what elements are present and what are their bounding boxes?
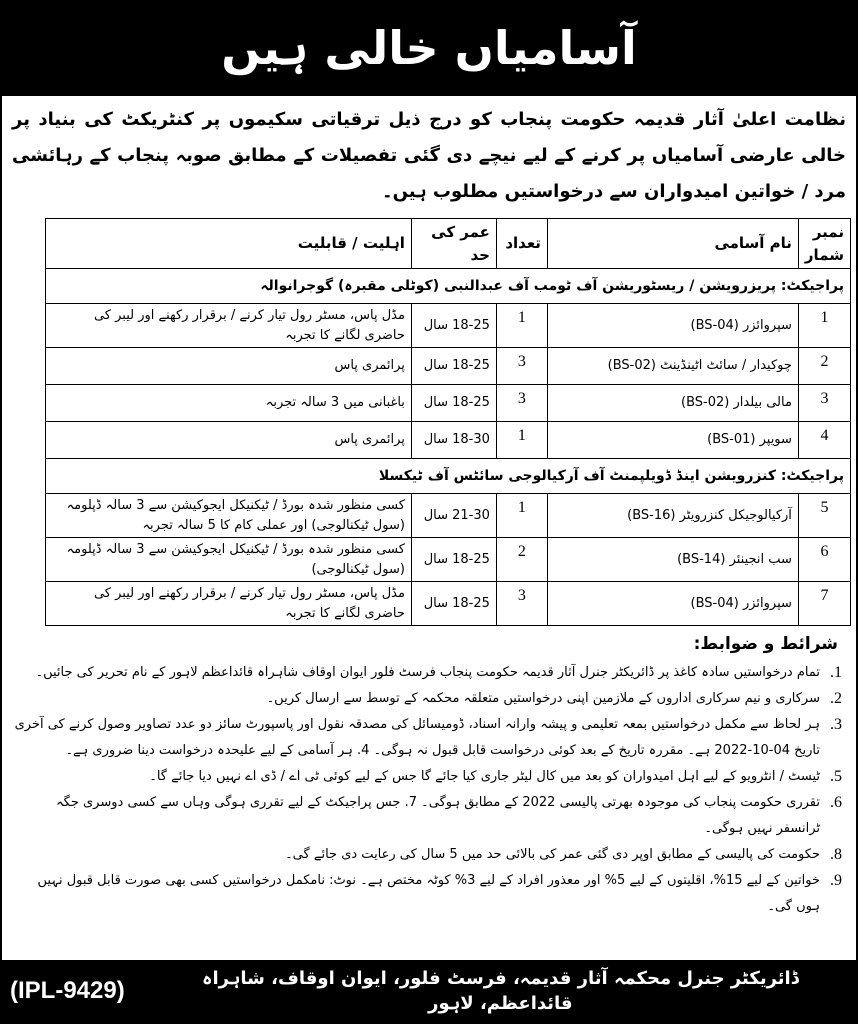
count-cell: 1 bbox=[496, 422, 547, 459]
table-row bbox=[46, 582, 851, 626]
conditions-list bbox=[12, 660, 842, 953]
post-cell: سپروائزر (BS-04) bbox=[547, 582, 798, 626]
condition-item bbox=[12, 660, 842, 686]
condition-item bbox=[12, 764, 842, 790]
post-cell: سپروائزر (BS-04) bbox=[547, 304, 798, 348]
footer-address: ڈائریکٹر جنرل محکمہ آثار قدیمہ، فرسٹ فلور، ایوان اوقاف، شاہراہ قائداعظم، لاہور bbox=[201, 967, 799, 1014]
header-age: عمر کی حد bbox=[411, 219, 496, 269]
count-cell: 3 bbox=[496, 385, 547, 422]
count-cell: 3 bbox=[496, 348, 547, 385]
post-cell: آرکیالوجیکل کنزرویٹر (BS-16) bbox=[547, 494, 798, 538]
serial-cell: 5 bbox=[798, 494, 850, 538]
count-cell: 1 bbox=[496, 494, 547, 538]
condition-item bbox=[12, 712, 842, 764]
table-row bbox=[46, 538, 851, 582]
project-row bbox=[46, 269, 851, 304]
age-cell: 18-25 سال bbox=[411, 538, 496, 582]
post-cell: مالی بیلدار (BS-02) bbox=[547, 385, 798, 422]
header-qualification: اہلیت / قابلیت bbox=[46, 219, 412, 269]
condition-item bbox=[12, 842, 842, 868]
condition-text: حکومت کی پالیسی کے مطابق اوپر دی گئی عمر کی بالائی حد میں 5 سال کی رعایت دی جائے گی۔ bbox=[285, 846, 820, 862]
header-serial: نمبر شمار bbox=[798, 219, 850, 269]
count-cell: 3 bbox=[496, 582, 547, 626]
table-row bbox=[46, 422, 851, 459]
age-cell: 18-25 سال bbox=[411, 304, 496, 348]
post-cell: سب انجینئر (BS-14) bbox=[547, 538, 798, 582]
condition-number: 1. bbox=[830, 663, 842, 681]
project-title: پراجیکٹ: پریزرویشن / ریسٹوریشن آف ٹومب آف عبدالنبی (کوٹلی مقبرہ) گوجرانوالہ bbox=[46, 269, 851, 304]
post-cell: سویپر (BS-01) bbox=[547, 422, 798, 459]
project-row bbox=[46, 459, 851, 494]
condition-item bbox=[12, 686, 842, 712]
table-header-row bbox=[46, 219, 851, 269]
footer-bar bbox=[2, 960, 856, 1022]
condition-item bbox=[12, 868, 842, 920]
serial-cell: 2 bbox=[798, 348, 850, 385]
vacancies-table bbox=[45, 218, 851, 626]
condition-text: خواتین کے لیے 15%، اقلیتوں کے لیے 5% اور معذور افراد کے لیے 3% کوٹہ مختص ہے۔ نوٹ: نامکمل درخواستیں کسی بھی صورت قابل قبول نہیں ہوں گی۔ bbox=[37, 872, 820, 914]
serial-cell: 3 bbox=[798, 385, 850, 422]
qualification-cell: باغبانی میں 3 سالہ تجربہ bbox=[46, 385, 412, 422]
serial-cell: 6 bbox=[798, 538, 850, 582]
condition-number: 6. bbox=[830, 793, 842, 811]
table-row bbox=[46, 348, 851, 385]
count-cell: 2 bbox=[496, 538, 547, 582]
qualification-cell: مڈل پاس، مسٹر رول تیار کرنے / برقرار رکھنے اور لیبر کی حاضری لگانے کا تجربہ bbox=[46, 304, 412, 348]
header-count: تعداد bbox=[496, 219, 547, 269]
condition-text: تمام درخواستیں سادہ کاغذ پر ڈائریکٹر جنرل آثار قدیمہ حکومت پنجاب فرسٹ فلور ایوان اوقاف شاہراہ قائداعظم لاہور کے نام تحریر کی جائیں۔ bbox=[35, 664, 820, 680]
count-cell: 1 bbox=[496, 304, 547, 348]
conditions-heading: شرائط و ضوابط: bbox=[693, 634, 838, 654]
post-cell: چوکیدار / سائٹ اٹینڈینٹ (BS-02) bbox=[547, 348, 798, 385]
qualification-cell: مڈل پاس، مسٹر رول تیار کرنے / برقرار رکھنے اور لیبر کی حاضری لگانے کا تجربہ bbox=[46, 582, 412, 626]
intro-text: نظامت اعلیٰ آثار قدیمہ حکومت پنجاب کو درج ذیل ترقیاتی سکیموں پر کنٹریکٹ کی بنیاد پر خالی عارضی آسامیاں پر کرنے کے لیے نیچے دی گئی تفصیلات کے مطابق صوبہ پنجاب کے رہائشی مرد / خواتین امیدواران سے درخواستیں مطلوب ہیں۔ bbox=[12, 109, 846, 202]
ad-title: آسامیاں خالی ہیں bbox=[2, 2, 856, 96]
condition-text: ہر لحاظ سے مکمل درخواستیں بمعہ تعلیمی و پیشہ وارانہ اسناد، ڈومیسائل کی مصدقہ نقول اور پاسپورٹ سائز دو عدد تصاویر وصول کرنے کی آخری تاریخ 04-10-2022 ہے۔ مقررہ تاریخ کے بعد کوئی درخواست قابل قبول نہ ہوگی۔ 4. ہر آسامی کے لیے علیحدہ درخواست دینا ضروری ہے۔ bbox=[14, 716, 820, 758]
age-cell: 21-30 سال bbox=[411, 494, 496, 538]
condition-text: سرکاری و نیم سرکاری اداروں کے ملازمین اپنی درخواستیں متعلقہ محکمہ کے توسط سے ارسال کریں۔ bbox=[266, 690, 820, 706]
serial-cell: 4 bbox=[798, 422, 850, 459]
age-cell: 18-25 سال bbox=[411, 582, 496, 626]
project-title: پراجیکٹ: کنزرویشن اینڈ ڈویلپمنٹ آف آرکیالوجی سائٹس آف ٹیکسلا bbox=[46, 459, 851, 494]
qualification-cell: پرائمری پاس bbox=[46, 422, 412, 459]
serial-cell: 1 bbox=[798, 304, 850, 348]
condition-number: 3. bbox=[830, 715, 842, 733]
qualification-cell: پرائمری پاس bbox=[46, 348, 412, 385]
condition-number: 9. bbox=[830, 871, 842, 889]
condition-number: 5. bbox=[830, 767, 842, 785]
age-cell: 18-30 سال bbox=[411, 422, 496, 459]
table-row bbox=[46, 304, 851, 348]
qualification-cell: کسی منظور شدہ بورڈ / ٹیکنیکل ایجوکیشن سے 3 سالہ ڈپلومہ (سول ٹیکنالوجی) bbox=[46, 538, 412, 582]
serial-cell: 7 bbox=[798, 582, 850, 626]
condition-number: 2. bbox=[830, 689, 842, 707]
qualification-cell: کسی منظور شدہ بورڈ / ٹیکنیکل ایجوکیشن سے 3 سالہ ڈپلومہ (سول ٹیکنالوجی) اور عملی کام کا 5 سالہ تجربہ bbox=[46, 494, 412, 538]
age-cell: 18-25 سال bbox=[411, 348, 496, 385]
condition-text: ٹیسٹ / انٹرویو کے لیے اہل امیدواران کو بعد میں کال لیٹر جاری کیا جائے گا جس کے لیے کوئی ٹی اے / ڈی اے نہیں دیا جائے گا۔ bbox=[149, 768, 820, 784]
condition-item bbox=[12, 790, 842, 842]
header-post: نام آسامی bbox=[547, 219, 798, 269]
table-row bbox=[46, 385, 851, 422]
ipl-reference: (IPL-9429) bbox=[10, 977, 125, 1004]
age-cell: 18-25 سال bbox=[411, 385, 496, 422]
condition-number: 8. bbox=[830, 845, 842, 863]
table-row bbox=[46, 494, 851, 538]
condition-text: تقرری حکومت پنجاب کی موجودہ بھرتی پالیسی 2022 کے مطابق ہوگی۔ 7. جس پراجیکٹ کے لیے تقرری ہوگی وہاں سے کسی دوسری جگہ ٹرانسفر نہیں ہوگی۔ bbox=[56, 794, 820, 836]
